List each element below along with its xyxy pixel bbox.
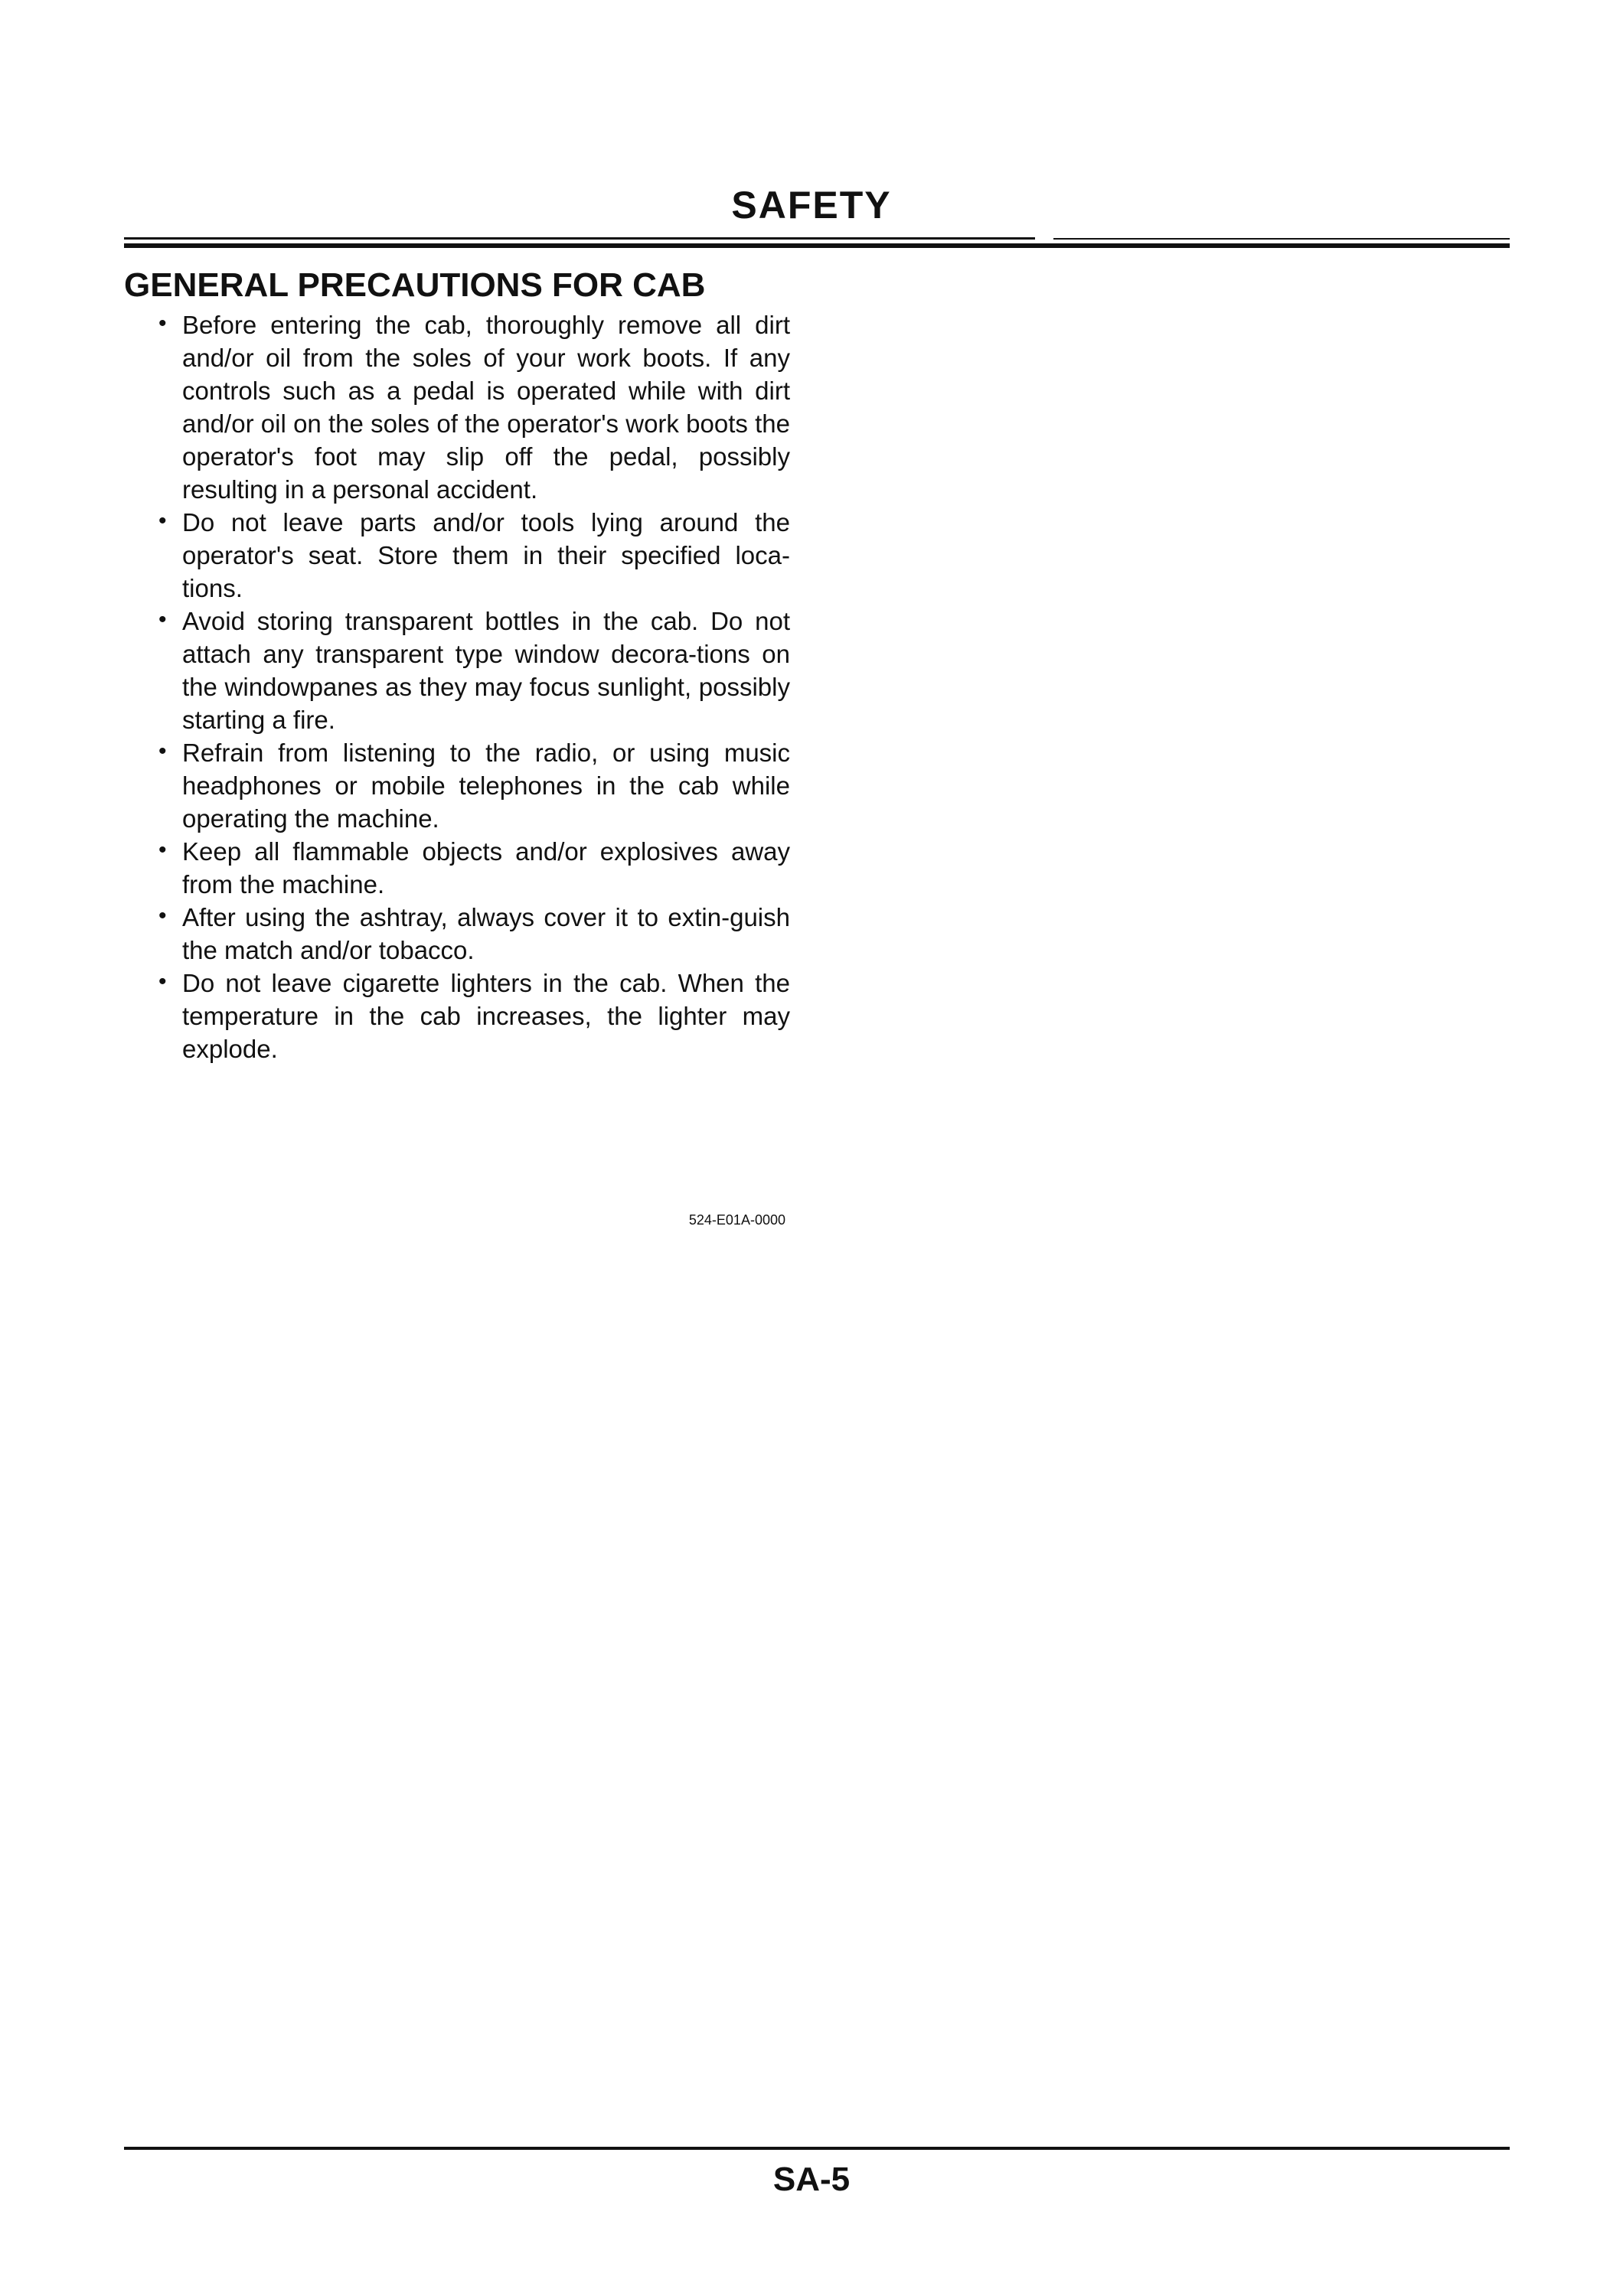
bullet-icon: • [158, 607, 167, 632]
list-item [124, 901, 790, 967]
bullet-icon: • [158, 837, 167, 863]
document-code: 524-E01A-0000 [688, 1212, 785, 1228]
bullet-icon: • [158, 739, 167, 764]
header-rule-thin-right [1053, 238, 1510, 240]
list-item-text: Do not leave parts and/or tools lying around the operator's seat. Store them in their specified loca-tions. [182, 508, 790, 602]
list-item [124, 506, 790, 605]
precautions-list [124, 308, 790, 1065]
list-item-text: After using the ashtray, always cover it to extin-guish the match and/or tobacco. [182, 903, 790, 964]
list-item-text: Refrain from listening to the radio, or using music headphones or mobile telephones in the cab while operating the machine. [182, 739, 790, 833]
header-rule-thick [124, 243, 1510, 248]
bullet-icon: • [158, 969, 167, 994]
general-precautions-section [124, 264, 790, 1065]
list-item [124, 308, 790, 506]
list-item-text: Do not leave cigarette lighters in the cab. When the temperature in the cab increases, the lighter may explode. [182, 969, 790, 1063]
bullet-icon: • [158, 311, 167, 336]
page-header-title: SAFETY [731, 184, 892, 227]
list-item-text: Keep all flammable objects and/or explosives away from the machine. [182, 837, 790, 899]
bullet-icon: • [158, 508, 167, 533]
list-item-text: Avoid storing transparent bottles in the cab. Do not attach any transparent type window decora-tions on the windowpanes as they may focus sunlight, possibly starting a fire. [182, 607, 790, 734]
bullet-icon: • [158, 903, 167, 928]
list-item [124, 605, 790, 736]
page-number: SA-5 [772, 2161, 851, 2198]
list-item-text: Before entering the cab, thoroughly remove all dirt and/or oil from the soles of your work boots. If any controls such as a pedal is operated while with dirt and/or oil on the soles of the operator's work boots the operator's foot may slip off the pedal, possibly resulting in a personal accident. [182, 311, 790, 504]
list-item [124, 736, 790, 835]
section-title: GENERAL PRECAUTIONS FOR CAB [124, 266, 706, 304]
list-item [124, 835, 790, 901]
footer-rule [124, 2147, 1510, 2150]
header-rule-thin-left [124, 237, 1035, 240]
list-item [124, 967, 790, 1065]
